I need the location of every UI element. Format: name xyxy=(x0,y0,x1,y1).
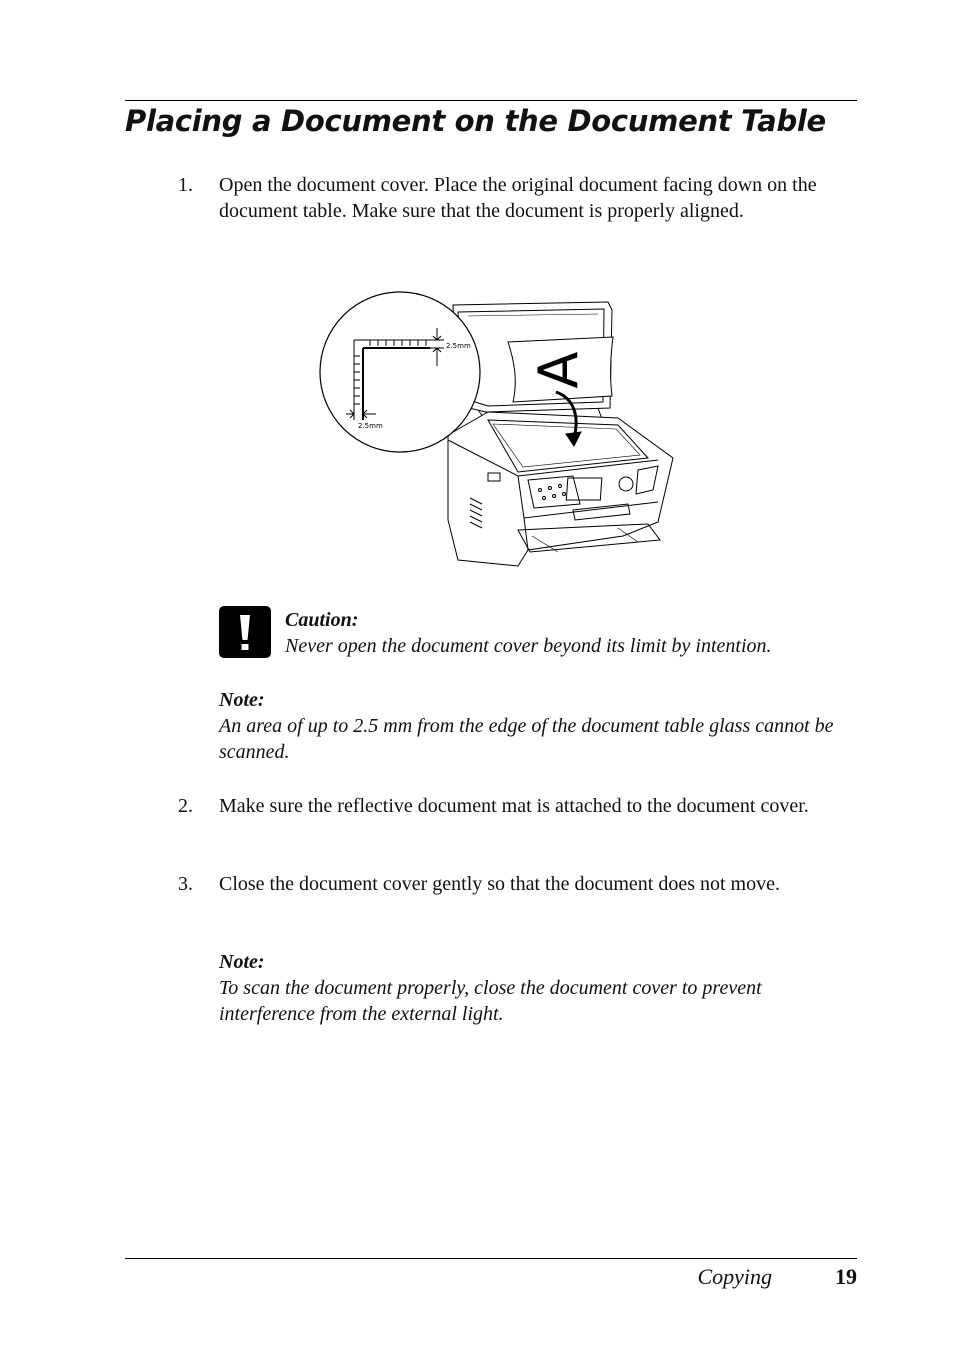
note-1-text: An area of up to 2.5 mm from the edge of the document table glass cannot be scanned. xyxy=(219,715,834,763)
footer-rule xyxy=(125,1258,857,1259)
note-2-text: To scan the document properly, close the document cover to prevent interference from the external light. xyxy=(219,977,762,1025)
margin-left-label: 2.5mm xyxy=(358,422,383,430)
step-1-number: 1. xyxy=(178,174,193,196)
margin-top-label: 2.5mm xyxy=(446,342,471,350)
page-number: 19 xyxy=(835,1264,857,1289)
caution-heading: Caution: xyxy=(285,609,359,631)
step-3-text: Close the document cover gently so that the document does not move. xyxy=(219,873,780,895)
step-2-number: 2. xyxy=(178,795,193,817)
step-2-text: Make sure the reflective document mat is attached to the document cover. xyxy=(219,795,809,817)
note-2-heading: Note: xyxy=(219,951,265,973)
scanner-drawing xyxy=(318,290,678,572)
step-3-number: 3. xyxy=(178,873,193,895)
footer-section: Copying xyxy=(697,1264,772,1289)
caution-text: Never open the document cover beyond its limit by intention. xyxy=(285,635,772,657)
page-title: Placing a Document on the Document Table xyxy=(125,104,826,138)
step-1-text: Open the document cover. Place the original document facing down on the document table. Make sure that the document is properly aligned. xyxy=(219,174,817,222)
document-letter: A xyxy=(527,351,590,389)
caution-icon xyxy=(219,606,271,658)
scanner-illustration xyxy=(318,290,678,577)
note-1-heading: Note: xyxy=(219,689,265,711)
